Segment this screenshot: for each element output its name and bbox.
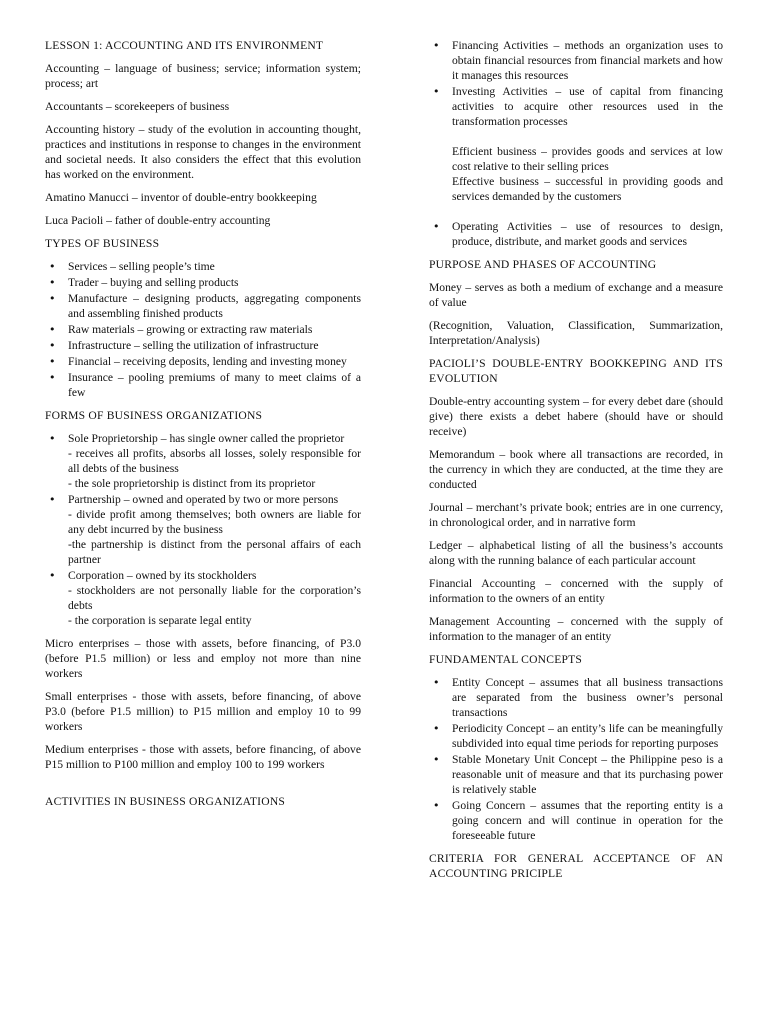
list-item: • Trader – buying and selling products <box>45 275 361 290</box>
list-item-investing-activities: • Investing Activities – use of capital from financing activities to acquire other resources used in the transformation processes <box>429 84 723 129</box>
definition-small-enterprises: Small enterprises - those with assets, before financing, of above P3.0 (before P1.5 million) to P15 million and employ 10 to 99 workers <box>45 690 361 733</box>
activities-list-continued <box>429 219 723 249</box>
forms-of-business-list <box>45 431 361 628</box>
form-note: - receives all profits, absorbs all losses, solely responsible for all debts of the business <box>68 447 361 475</box>
definition-management-accounting: Management Accounting – concerned with the supply of information to the manager of an entity <box>429 615 723 643</box>
list-item-financing-activities: • Financing Activities – methods an organization uses to obtain financial resources from financial markets and how it manages this resources <box>429 38 723 83</box>
list-item: • Periodicity Concept – an entity’s life can be meaningfully subdivided into equal time periods for reporting purposes <box>429 721 723 751</box>
definition-money: Money – serves as both a medium of exchange and a measure of value <box>429 281 723 309</box>
form-title: • Corporation – owned by its stockholders <box>68 569 257 582</box>
list-item: • Raw materials – growing or extracting raw materials <box>45 322 361 337</box>
definition-medium-enterprises: Medium enterprises - those with assets, before financing, of above P15 million to P100 million and employ 100 to 199 workers <box>45 743 361 771</box>
fundamental-concepts-heading: FUNDAMENTAL CONCEPTS <box>429 653 583 666</box>
business-definitions <box>429 137 723 211</box>
list-item: • Infrastructure – selling the utilization of infrastructure <box>45 338 361 353</box>
list-item: • Entity Concept – assumes that all business transactions are separated from the business owner’s personal transactions <box>429 675 723 720</box>
list-item-partnership <box>45 492 361 567</box>
right-column <box>429 38 723 889</box>
list-item-operating-activities: • Operating Activities – use of resources to design, produce, distribute, and market goods and services <box>429 219 723 249</box>
form-note: - divide profit among themselves; both owners are liable for any debt incurred by the business <box>68 508 361 536</box>
definition-financial-accounting: Financial Accounting – concerned with the supply of information to the owners of an entity <box>429 577 723 605</box>
definition-manucci: Amatino Manucci – inventor of double-entry bookkeeping <box>45 191 317 204</box>
left-column <box>45 38 361 817</box>
definition-accountants: Accountants – scorekeepers of business <box>45 100 230 113</box>
definition-effective-business: Effective business – successful in providing goods and services demanded by the customers <box>452 175 723 203</box>
form-note: - the corporation is separate legal entity <box>68 614 252 627</box>
definition-efficient-business: Efficient business – provides goods and services at low cost relative to their selling prices <box>452 145 723 173</box>
activities-list <box>429 38 723 129</box>
types-of-business-list <box>45 259 361 400</box>
purpose-phases-heading: PURPOSE AND PHASES OF ACCOUNTING <box>429 258 657 271</box>
criteria-heading: CRITERIA FOR GENERAL ACCEPTANCE OF AN ACCOUNTING PRICIPLE <box>429 852 723 880</box>
definition-double-entry: Double-entry accounting system – for every debet dare (should give) there exists a debet habere (should have or should receive) <box>429 395 723 438</box>
form-note: -the partnership is distinct from the personal affairs of each partner <box>68 538 361 566</box>
fundamental-concepts-list <box>429 675 723 843</box>
list-item: • Services – selling people’s time <box>45 259 361 274</box>
definition-accounting-history: Accounting history – study of the evolution in accounting thought, practices and institutions in response to changes in the environment and societal needs. It also considers the effect that this evolution has worked on the environment. <box>45 123 361 181</box>
list-item: • Insurance – pooling premiums of many to meet claims of a few <box>45 370 361 400</box>
list-item: • Stable Monetary Unit Concept – the Philippine peso is a reasonable unit of measure and that its purchasing power is relatively stable <box>429 752 723 797</box>
definition-ledger: Ledger – alphabetical listing of all the business’s accounts along with the running balance of each particular account <box>429 539 723 567</box>
pacioli-heading: PACIOLI’S DOUBLE-ENTRY BOOKKEPING AND ITS EVOLUTION <box>429 357 723 385</box>
lesson-title: LESSON 1: ACCOUNTING AND ITS ENVIRONMENT <box>45 39 324 52</box>
form-note: - stockholders are not personally liable for the corporation’s debts <box>68 584 361 612</box>
list-item-corporation <box>45 568 361 628</box>
activities-heading: ACTIVITIES IN BUSINESS ORGANIZATIONS <box>45 795 286 808</box>
definition-micro-enterprises: Micro enterprises – those with assets, before financing, of P3.0 (before P1.5 million) or less and employ not more than nine workers <box>45 637 361 680</box>
definition-pacioli: Luca Pacioli – father of double-entry accounting <box>45 214 271 227</box>
definition-journal: Journal – merchant’s private book; entries are in one currency, in chronological order, and in narrative form <box>429 501 723 529</box>
list-item-sole-proprietorship <box>45 431 361 491</box>
form-title: • Partnership – owned and operated by two or more persons <box>68 493 339 506</box>
definition-memorandum: Memorandum – book where all transactions are recorded, in the currency in which they are conducted, at the time they are conducted <box>429 448 723 491</box>
form-note: - the sole proprietorship is distinct from its proprietor <box>68 477 316 490</box>
list-item: • Manufacture – designing products, aggregating components and assembling finished products <box>45 291 361 321</box>
definition-accounting: Accounting – language of business; service; information system; process; art <box>45 62 361 90</box>
types-of-business-heading: TYPES OF BUSINESS <box>45 237 160 250</box>
list-item: • Going Concern – assumes that the reporting entity is a going concern and will continue in operation for the foreseeable future <box>429 798 723 843</box>
forms-of-business-heading: FORMS OF BUSINESS ORGANIZATIONS <box>45 409 263 422</box>
list-item: • Financial – receiving deposits, lending and investing money <box>45 354 361 369</box>
form-title: • Sole Proprietorship – has single owner called the proprietor <box>68 432 345 445</box>
phases-list: (Recognition, Valuation, Classification, Summarization, Interpretation/Analysis) <box>429 319 723 347</box>
